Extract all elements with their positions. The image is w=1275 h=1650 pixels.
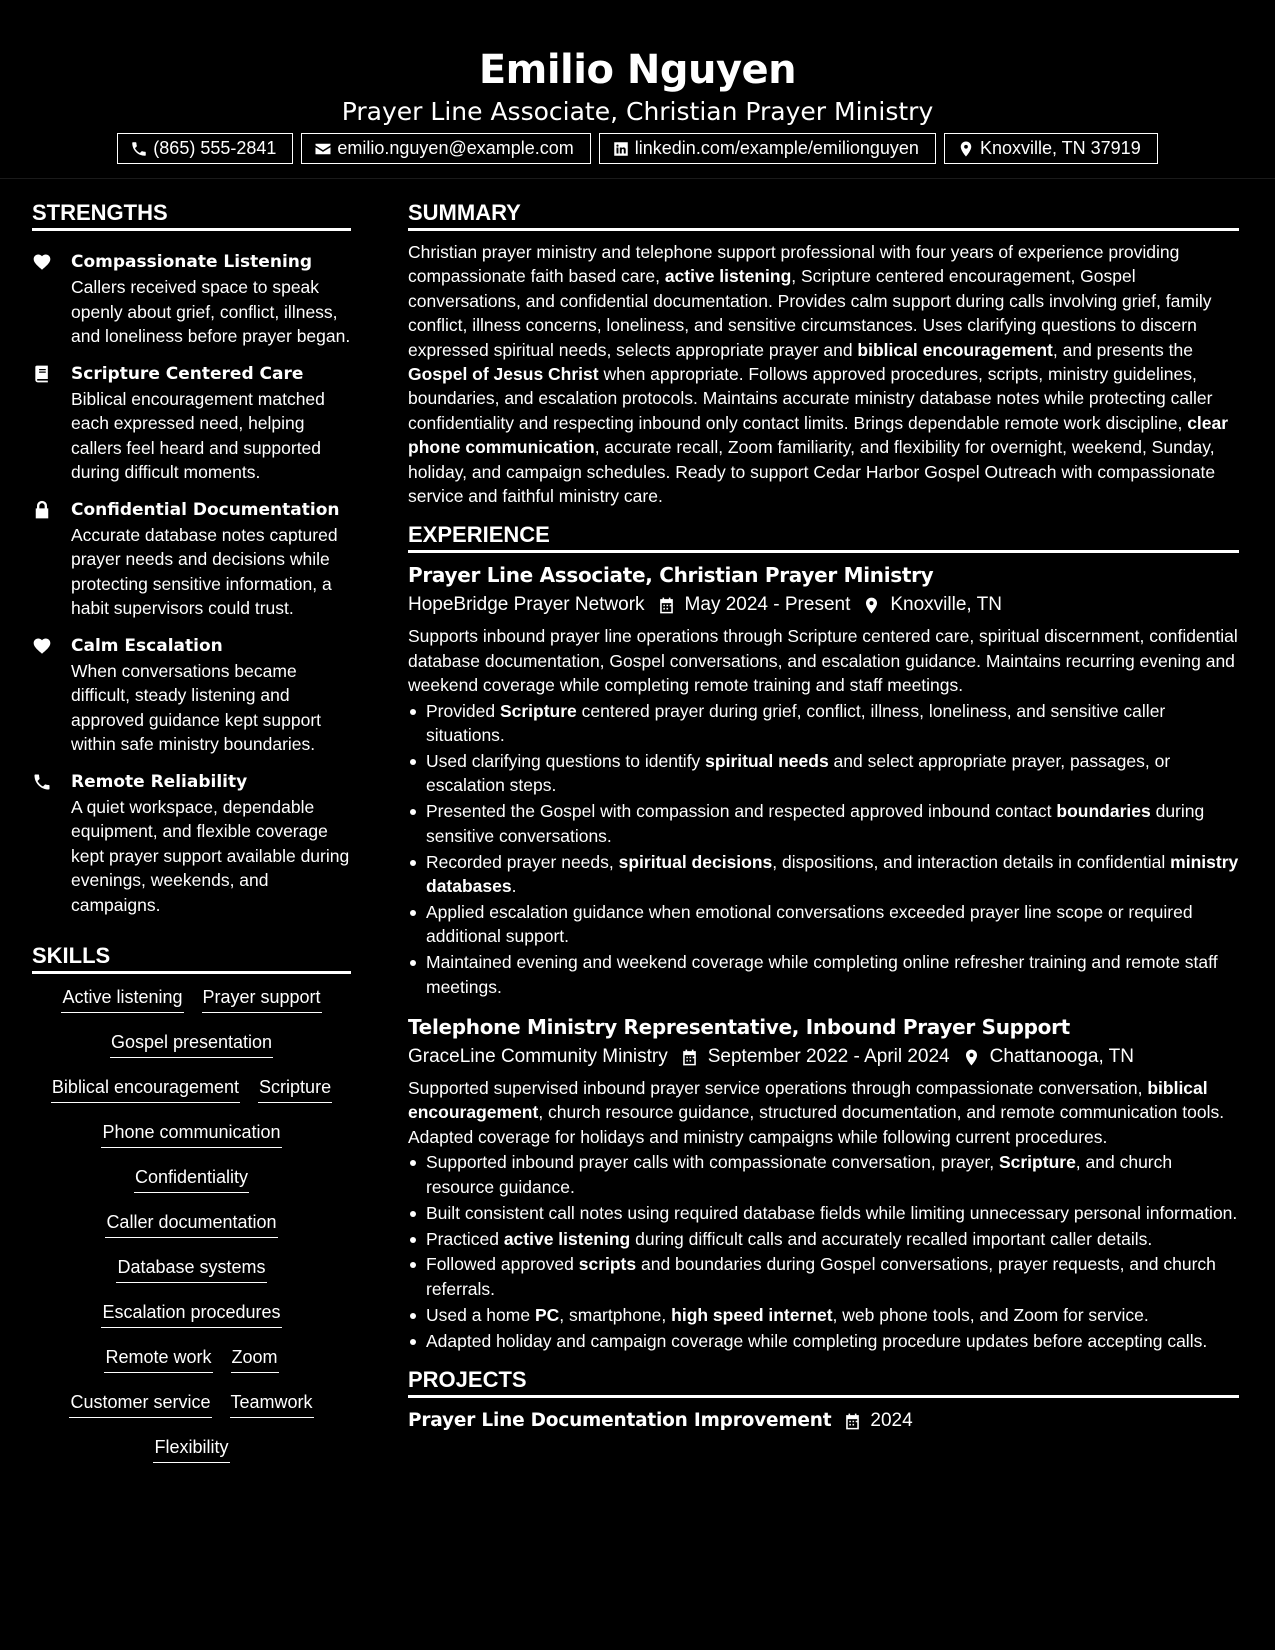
skill-tag: Customer service bbox=[69, 1390, 211, 1418]
bullet-item bbox=[408, 850, 1239, 899]
text-run: Used clarifying questions to identify bbox=[426, 751, 706, 771]
job-meta bbox=[408, 1042, 1239, 1072]
strength-item bbox=[32, 361, 351, 485]
strength-item bbox=[32, 633, 351, 757]
bullet-item bbox=[408, 699, 1239, 748]
book-icon bbox=[32, 364, 52, 384]
job-location: Chattanooga, TN bbox=[989, 1046, 1134, 1068]
skill-tag: Phone communication bbox=[101, 1120, 281, 1148]
bold-keyword: ministry databases bbox=[426, 851, 1239, 897]
bullet-item bbox=[408, 1252, 1239, 1301]
job-dates: September 2022 - April 2024 bbox=[707, 1046, 950, 1068]
bullet-item bbox=[408, 1201, 1239, 1225]
right-column bbox=[408, 198, 1239, 1434]
text-run: , web phone tools, and Zoom for service. bbox=[832, 1304, 1149, 1325]
summary-heading: SUMMARY bbox=[408, 198, 1239, 231]
job-entry bbox=[408, 1013, 1239, 1353]
phone-icon bbox=[130, 140, 148, 158]
location-pin-icon bbox=[862, 596, 881, 615]
skill-tag: Active listening bbox=[61, 985, 183, 1013]
heart-icon bbox=[32, 636, 52, 656]
skill-row bbox=[32, 1345, 351, 1390]
text-run: Adapted holiday and campaign coverage while completing procedure updates before accepting calls. bbox=[426, 1330, 1208, 1351]
strength-text: Callers received space to speak openly about grief, conflict, illness, and loneliness before prayer began. bbox=[71, 277, 351, 346]
job-bullets bbox=[408, 1150, 1239, 1353]
candidate-name: Emilio Nguyen bbox=[478, 47, 797, 93]
bullet-item bbox=[408, 900, 1239, 949]
strength-text: Accurate database notes captured prayer needs and decisions while protecting sensitive information, a habit supervisors could trust. bbox=[71, 524, 338, 618]
skills-list bbox=[32, 974, 351, 1480]
job-description bbox=[408, 624, 1239, 697]
skill-tag: Prayer support bbox=[202, 985, 322, 1013]
project-entry bbox=[408, 1408, 1239, 1434]
text-run: Practiced bbox=[426, 1228, 504, 1249]
calendar-icon bbox=[843, 1412, 862, 1431]
projects-heading: PROJECTS bbox=[408, 1365, 1239, 1398]
skill-row bbox=[32, 1390, 351, 1435]
job-title: Prayer Line Associate, Christian Prayer Ministry bbox=[408, 563, 934, 588]
contact-bar bbox=[0, 133, 1275, 164]
skill-row bbox=[32, 1030, 351, 1075]
skill-tag: Escalation procedures bbox=[101, 1300, 281, 1328]
text-run: Supported supervised inbound prayer service operations through compassionate conversation, bbox=[408, 1078, 1148, 1099]
skill-row bbox=[32, 985, 351, 1030]
bold-keyword: spiritual needs bbox=[705, 751, 829, 771]
strength-title: Compassionate Listening bbox=[71, 252, 313, 272]
strengths-list bbox=[32, 231, 351, 917]
bold-keyword: spiritual decisions bbox=[618, 851, 773, 872]
envelope-icon bbox=[314, 140, 332, 158]
text-run: Supports inbound prayer line operations through Scripture centered care, spiritual discernment, confidential database documentation, Gospel conversations, and escalation guidance. Maintains recurring evening and weekend coverage while completing remote training and staff meetings. bbox=[408, 626, 1238, 696]
location-pin-icon bbox=[957, 140, 975, 158]
strength-title: Scripture Centered Care bbox=[71, 363, 304, 384]
text-run: Applied escalation guidance when emotional conversations exceeded prayer line scope or required additional support. bbox=[426, 901, 1193, 947]
text-run: and boundaries during Gospel conversations, prayer requests, and church referrals. bbox=[426, 1254, 1216, 1299]
bold-keyword: Gospel of Jesus Christ bbox=[408, 364, 599, 385]
bold-keyword: active listening bbox=[664, 266, 792, 287]
skill-row bbox=[32, 1300, 351, 1345]
bold-keyword: PC bbox=[534, 1304, 560, 1325]
job-meta bbox=[408, 590, 1239, 620]
left-column bbox=[32, 198, 351, 1480]
text-run: Recorded prayer needs, bbox=[426, 851, 619, 872]
heart-icon bbox=[32, 252, 52, 272]
skill-tag: Database systems bbox=[116, 1255, 266, 1283]
bullet-item bbox=[408, 749, 1239, 798]
text-run: , and church resource guidance. bbox=[426, 1152, 1173, 1197]
project-year: 2024 bbox=[870, 1410, 913, 1432]
calendar-icon bbox=[657, 596, 676, 615]
text-run: during difficult calls and accurately recalled important caller details. bbox=[630, 1228, 1153, 1249]
text-run: . bbox=[511, 876, 517, 897]
location-pin-icon bbox=[962, 1048, 981, 1067]
bold-keyword: boundaries bbox=[1056, 801, 1151, 822]
skill-tag: Biblical encouragement bbox=[51, 1075, 240, 1103]
resume-header bbox=[0, 0, 1275, 179]
calendar-icon bbox=[680, 1048, 699, 1067]
strengths-heading: STRENGTHS bbox=[32, 198, 351, 231]
experience-heading: EXPERIENCE bbox=[408, 520, 1239, 553]
skill-tag: Remote work bbox=[104, 1345, 212, 1373]
contact-location bbox=[944, 133, 1158, 164]
skill-row bbox=[32, 1165, 351, 1210]
contact-phone[interactable] bbox=[117, 133, 293, 164]
strength-title: Confidential Documentation bbox=[71, 499, 340, 520]
text-run: , church resource guidance, structured documentation, and remote communication tools. Adapted coverage for holidays and ministry campaigns while following current procedures. bbox=[408, 1102, 1225, 1147]
text-run: Presented the Gospel with compassion and respected approved inbound contact bbox=[426, 801, 1057, 822]
strength-text: Biblical encouragement matched each expressed need, helping callers feel heard and supported during difficult moments. bbox=[71, 388, 325, 482]
job-dates: May 2024 - Present bbox=[684, 594, 851, 616]
text-run: Maintained evening and weekend coverage while completing online refresher training and remote staff meetings. bbox=[426, 952, 1218, 997]
text-run: centered prayer during grief, conflict, illness, loneliness, and sensitive caller situations. bbox=[426, 700, 1166, 746]
text-run: , accurate recall, Zoom familiarity, and flexibility for overnight, weekend, Sunday, holiday, and campaign schedules. Ready to support Cedar Harbor Gospel Outreach with compassionate service and faithful ministry care. bbox=[408, 437, 1216, 507]
skill-row bbox=[32, 1075, 351, 1120]
text-run: , smartphone, bbox=[559, 1304, 672, 1325]
contact-phone-text: (865) 555-2841 bbox=[153, 138, 277, 158]
skill-row bbox=[32, 1120, 351, 1165]
bullet-item bbox=[408, 1329, 1239, 1353]
skill-row bbox=[32, 1210, 351, 1255]
skill-row bbox=[32, 1255, 351, 1300]
project-title: Prayer Line Documentation Improvement bbox=[408, 1410, 832, 1432]
bold-keyword: Scripture bbox=[998, 1152, 1076, 1173]
text-run: , dispositions, and interaction details in confidential bbox=[772, 851, 1171, 872]
bold-keyword: clear phone communication bbox=[408, 412, 1229, 458]
text-run: Provided bbox=[426, 700, 500, 721]
contact-linkedin[interactable] bbox=[599, 133, 936, 164]
contact-email-text: emilio.nguyen@example.com bbox=[337, 138, 574, 158]
text-run: when appropriate. Follows approved procedures, scripts, ministry guidelines, boundaries, and escalation protocols. Maintains accurate ministry database notes while protecting caller confidentiality and respecting inbound only contact limits. Brings dependable remote work discipline, bbox=[408, 364, 1213, 433]
skill-row bbox=[32, 1435, 351, 1480]
job-title: Telephone Ministry Representative, Inbound Prayer Support bbox=[408, 1015, 1070, 1040]
strength-item bbox=[32, 249, 351, 349]
summary-text bbox=[408, 240, 1239, 508]
job-location: Knoxville, TN bbox=[890, 594, 1002, 616]
skill-tag: Zoom bbox=[231, 1345, 279, 1373]
bold-keyword: Scripture bbox=[499, 700, 577, 721]
bold-keyword: biblical encouragement bbox=[857, 339, 1053, 360]
job-entry bbox=[408, 561, 1239, 999]
bold-keyword: scripts bbox=[578, 1254, 637, 1275]
lock-icon bbox=[32, 500, 52, 520]
skill-tag: Confidentiality bbox=[134, 1165, 249, 1193]
strength-item bbox=[32, 769, 351, 918]
skill-tag: Gospel presentation bbox=[110, 1030, 273, 1058]
text-run: during sensitive conversations. bbox=[426, 801, 1205, 846]
job-description bbox=[408, 1076, 1239, 1149]
skill-tag: Scripture bbox=[258, 1075, 332, 1103]
text-run: Built consistent call notes using required database fields while limiting unnecessary personal information. bbox=[426, 1202, 1238, 1223]
job-org: HopeBridge Prayer Network bbox=[408, 594, 645, 616]
skill-tag: Teamwork bbox=[230, 1390, 314, 1418]
text-run: and select appropriate prayer, passages, or escalation steps. bbox=[426, 751, 1171, 796]
strength-title: Remote Reliability bbox=[71, 771, 248, 792]
bullet-item bbox=[408, 1303, 1239, 1327]
contact-location-text: Knoxville, TN 37919 bbox=[979, 138, 1141, 158]
text-run: Supported inbound prayer calls with compassionate conversation, prayer, bbox=[426, 1152, 999, 1173]
bold-keyword: high speed internet bbox=[671, 1304, 833, 1325]
skills-heading: SKILLS bbox=[32, 941, 351, 974]
bullet-item bbox=[408, 950, 1239, 999]
bold-keyword: biblical encouragement bbox=[408, 1078, 1208, 1123]
contact-email[interactable] bbox=[301, 133, 590, 164]
contact-linkedin-text: linkedin.com/example/emilionguyen bbox=[634, 138, 919, 158]
strength-text: When conversations became difficult, steady listening and approved guidance kept support within safe ministry boundaries. bbox=[71, 660, 322, 754]
bold-keyword: active listening bbox=[503, 1228, 631, 1249]
strength-text: A quiet workspace, dependable equipment, and flexible coverage kept prayer support available during evenings, weekends, and campaigns. bbox=[71, 796, 350, 915]
bullet-item bbox=[408, 799, 1239, 848]
text-run: Used a home bbox=[426, 1304, 535, 1325]
job-org: GraceLine Community Ministry bbox=[408, 1046, 668, 1068]
job-bullets bbox=[408, 699, 1239, 999]
bullet-item bbox=[408, 1150, 1239, 1199]
linkedin-icon bbox=[612, 140, 630, 158]
text-run: Followed approved bbox=[426, 1254, 579, 1275]
skill-tag: Flexibility bbox=[153, 1435, 229, 1463]
phone-icon bbox=[32, 772, 52, 792]
strength-title: Calm Escalation bbox=[71, 635, 223, 656]
text-run: Christian prayer ministry and telephone support professional with four years of experience providing compassionate faith based care, bbox=[408, 242, 1180, 287]
text-run: , and presents the bbox=[1052, 339, 1193, 360]
skill-tag: Caller documentation bbox=[105, 1210, 277, 1238]
candidate-title: Prayer Line Associate, Christian Prayer Ministry bbox=[341, 97, 934, 126]
bullet-item bbox=[408, 1227, 1239, 1251]
text-run: , Scripture centered encouragement, Gospel conversations, and confidential documentation. Provides calm support during calls involving grief, family conflict, illness concerns, loneliness, and sensitive circumstances. Uses clarifying questions to discern expressed spiritual needs, selects appropriate prayer and bbox=[408, 266, 1212, 360]
strength-item bbox=[32, 497, 351, 621]
